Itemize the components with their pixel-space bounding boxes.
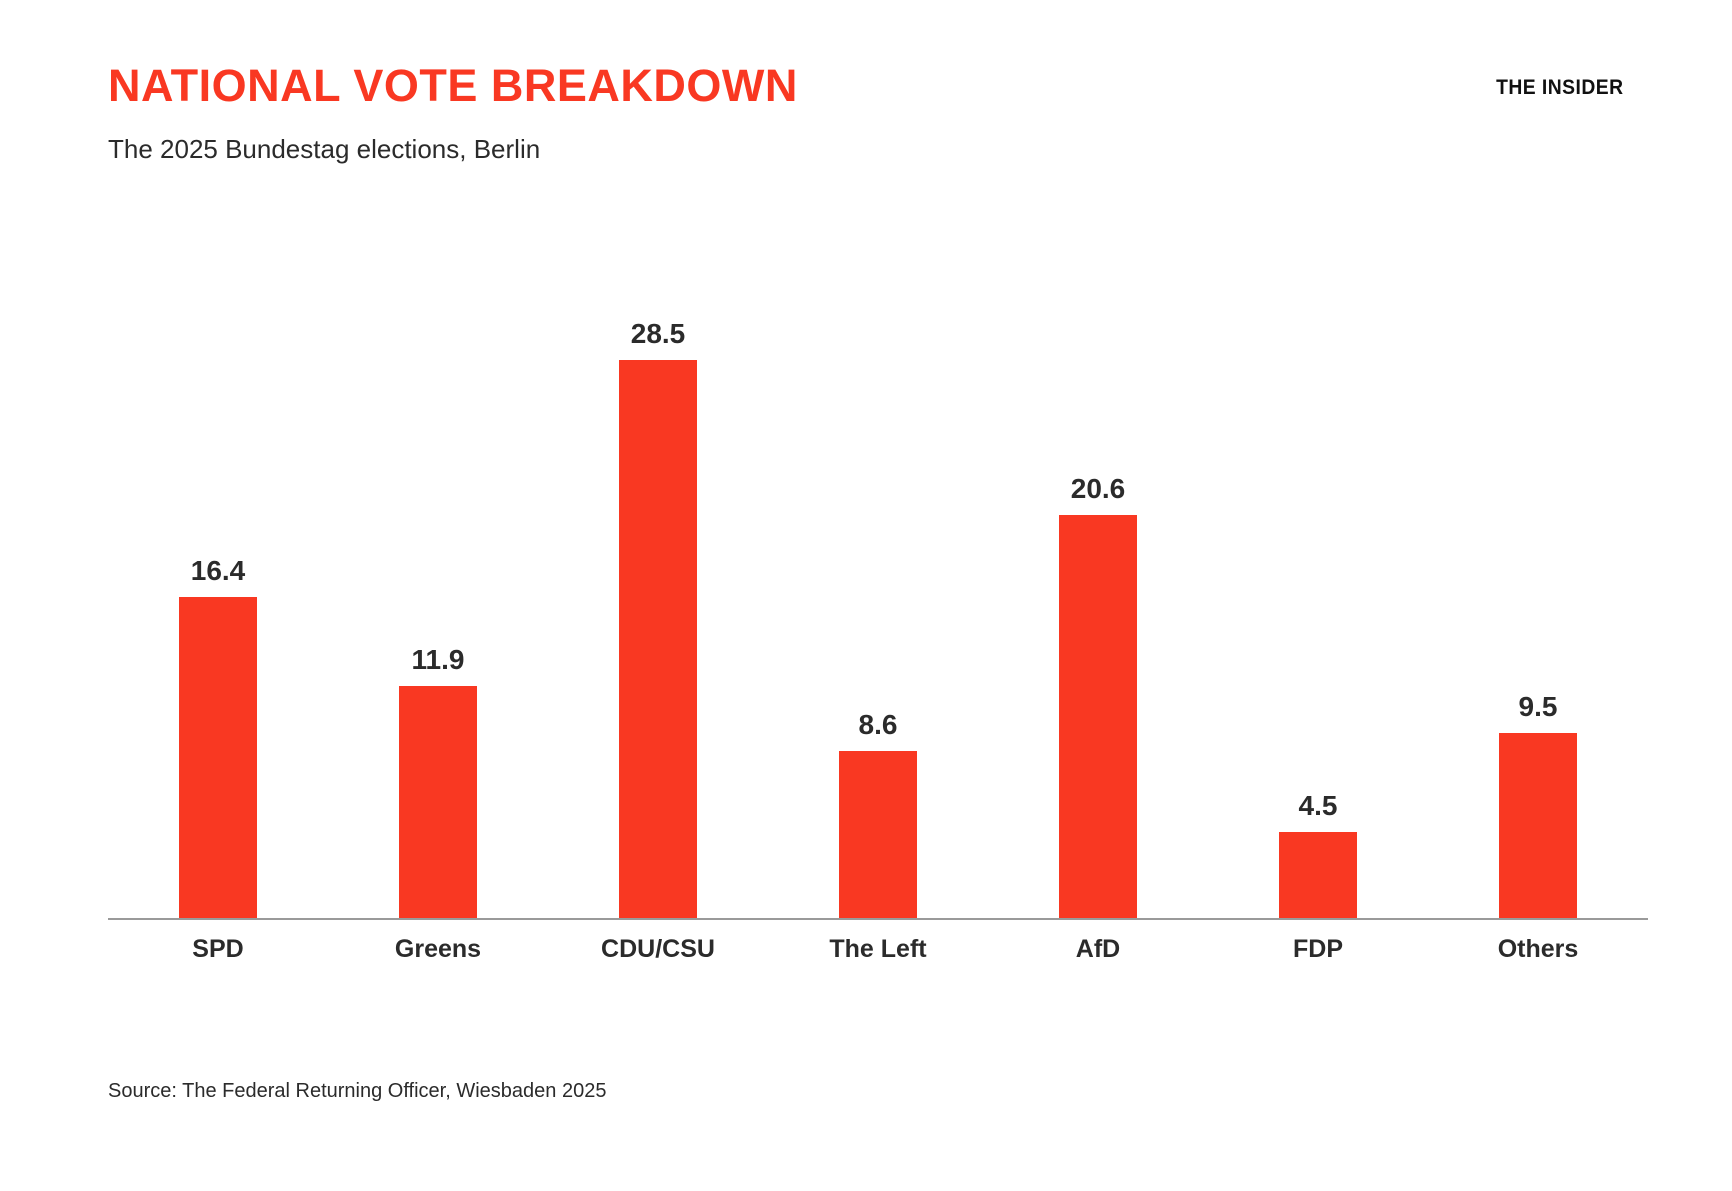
x-axis-label: AfD bbox=[1075, 935, 1121, 963]
x-axis-label: CDU/CSU bbox=[601, 935, 715, 963]
bar bbox=[839, 751, 917, 920]
x-axis-label: FDP bbox=[1293, 935, 1343, 963]
page-subtitle: The 2025 Bundestag elections, Berlin bbox=[108, 134, 541, 165]
x-axis-label: Others bbox=[1497, 935, 1579, 963]
bar-value-label: 4.5 bbox=[1298, 789, 1338, 821]
brand-logo: THE INSIDER bbox=[1496, 76, 1624, 99]
x-axis-label: SPD bbox=[192, 935, 244, 963]
bar-value-label: 16.4 bbox=[190, 555, 246, 587]
x-axis-label: Greens bbox=[394, 935, 482, 963]
x-axis-label: The Left bbox=[829, 935, 927, 963]
bar bbox=[399, 686, 477, 920]
bar bbox=[1499, 733, 1577, 920]
bar-group bbox=[548, 240, 768, 920]
bar-value-label: 28.5 bbox=[630, 317, 686, 349]
bar-group bbox=[1208, 240, 1428, 920]
bar bbox=[179, 597, 257, 920]
bar-value-label: 20.6 bbox=[1070, 472, 1126, 504]
bar-group bbox=[108, 240, 328, 920]
bar bbox=[619, 360, 697, 921]
bar-group bbox=[1428, 240, 1648, 920]
x-axis-labels bbox=[108, 935, 1648, 964]
source-note: Source: The Federal Returning Officer, Wiesbaden 2025 bbox=[108, 1080, 607, 1102]
x-axis-line bbox=[108, 918, 1648, 920]
bar-chart bbox=[108, 240, 1648, 920]
bar-group bbox=[328, 240, 548, 920]
bar bbox=[1059, 515, 1137, 920]
page-title: NATIONAL VOTE BREAKDOWN bbox=[108, 60, 798, 111]
bar-value-label: 9.5 bbox=[1518, 691, 1558, 723]
bar-group bbox=[768, 240, 988, 920]
bar-value-label: 8.6 bbox=[858, 708, 898, 740]
chart-plot-area bbox=[108, 240, 1648, 920]
bar-value-label: 11.9 bbox=[411, 643, 465, 675]
header bbox=[108, 62, 1624, 192]
bar bbox=[1279, 832, 1357, 921]
bar-group bbox=[988, 240, 1208, 920]
